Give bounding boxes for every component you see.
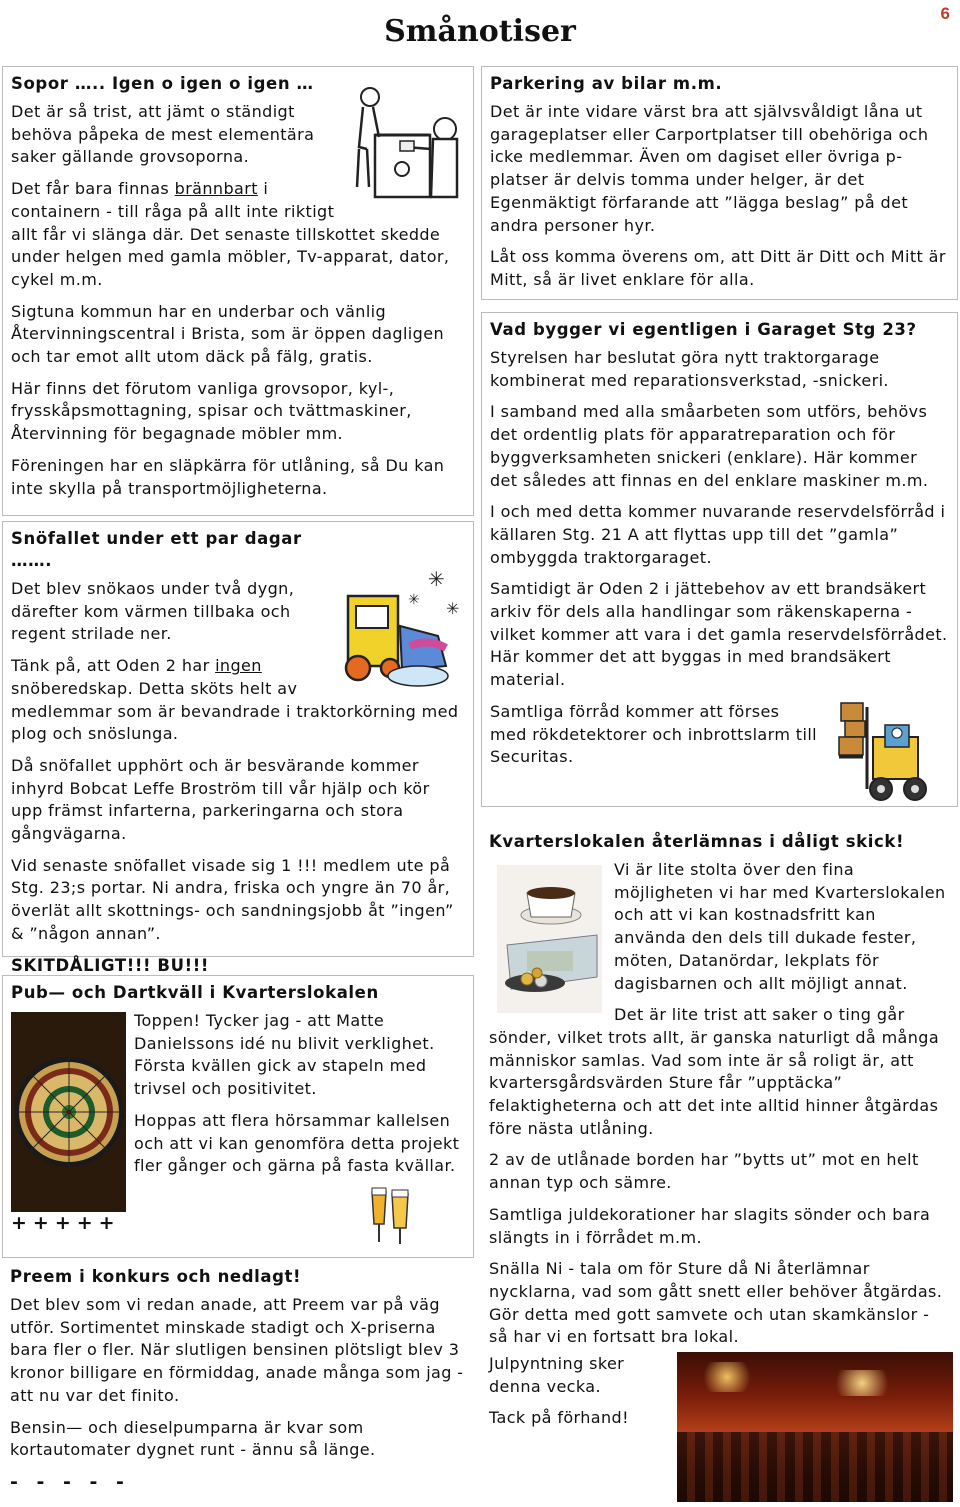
garbage-container-clipart-icon xyxy=(345,77,465,205)
sopor-text-1: Det är så trist, att jämt o ständigt behöva påpeka de mest elementära saker gällande grovsoporna. xyxy=(11,102,315,167)
dartboard-photo-icon xyxy=(11,1012,126,1212)
kvarter-text-5: Snälla Ni - tala om för Sture då Ni återlämnar nycklarna, vad som gått snett eller behöver åtgärdas. Gör detta med gott samvete och utan skamkänslor - så har vi en fortsatt bra lokal. xyxy=(489,1259,943,1347)
sno-text-5: SKITDÅLIGT!!! BU!!! xyxy=(11,955,209,975)
svg-text:✳: ✳ xyxy=(428,567,445,591)
forklift-clipart-icon xyxy=(823,697,943,805)
beer-glasses-icon xyxy=(366,1184,416,1248)
garage-text-5: Samtliga förråd kommer att förses med rökdetektorer och inbrottslarm till Securitas. xyxy=(490,701,818,767)
sno-heading: Snöfallet under ett par dagar ……. xyxy=(11,529,302,570)
kvarter-text-4: Samtliga juldekorationer har slagits sönder och bara slängts in i förrådet m.m. xyxy=(489,1204,931,1247)
pub-heading: Pub— och Dartkväll i Kvarterslokalen xyxy=(11,983,379,1002)
pub-text-2: Hoppas att flera hörsammar kallelsen och att vi kan genomföra detta projekt fler gånger och gärna på fasta kvällar. xyxy=(134,1110,460,1176)
sopor-text-2: Det får bara finnas brännbart i containern - till råga på allt inte riktigt allt får vi slänga där. Det senaste tillskottet skedde under helgen med gamla möbler, Tv-apparat, dator, cykel m.m. xyxy=(11,179,450,289)
sopor-text-5: Föreningen har en släpkärra för utlåning, så Du kan inte skylla på transportmöjligheterna. xyxy=(11,455,445,498)
sopor-heading: Sopor ….. Igen o igen o igen … xyxy=(11,74,314,93)
page-title: Smånotiser xyxy=(384,14,576,49)
sno-text-1: Det blev snökaos under två dygn, därefter kom värmen tillbaka och regent strilade ner. xyxy=(11,579,295,644)
pub-text-1: Toppen! Tycker jag - att Matte Danielssons idé nu blivit verklighet. Första kvällen gick av stapeln med trivsel och positivitet. xyxy=(134,1011,435,1099)
coffee-and-money-photo-icon xyxy=(497,865,602,1013)
preem-text-2: Bensin— och dieselpumparna är kvar som kortautomater dygnet runt - ännu så länge. xyxy=(10,1417,376,1460)
garage-text-2: I samband med alla småarbeten som utförs, behövs det ordentlig plats för apparatreparation och för byggverksamheten snickeri (enklare). Här kommer det således att finnas en del enklare maskiner m.m. xyxy=(490,402,929,490)
preem-heading: Preem i konkurs och nedlagt! xyxy=(10,1267,302,1286)
parkering-heading: Parkering av bilar m.m. xyxy=(490,74,723,93)
section-preem xyxy=(2,1260,474,1505)
snow-plow-clipart-icon xyxy=(328,566,463,696)
kvarter-text-6: Julpyntning sker denna vecka. xyxy=(489,1354,625,1396)
preem-dash-divider: - - - - - xyxy=(10,1470,130,1493)
sno-text-3: Då snöfallet upphört och är besvärande kommer inhyrd Bobcat Leffe Broström till vår hjälp och kör upp främst infarterna, parkeringarna och stora gångvägarna. xyxy=(11,755,430,844)
parkering-text-1: Det är inte vidare värst bra att självsvåldigt låna ut garageplatser eller Carportplatser till obehöriga och icke medlemmar. Även om dagiset eller övriga p-platser är delvis tomma under helger, är det Egenmäktigt förfarande att ”lägga beslag” på det andra personer hyr. xyxy=(490,102,929,235)
section-garage xyxy=(481,312,958,807)
sno-text-2: Tänk på, att Oden 2 har ingen snöberedskap. Detta sköts helt av medlemmar som är bevandrade i traktorkörning med plog och snöslunga. xyxy=(11,656,459,744)
party-crowd-photo xyxy=(677,1352,953,1502)
kvarter-text-2: Det är lite trist att saker o ting går sönder, vilket trots allt, är ganska naturligt då många människor samlas. Vad som inte är så roligt är, att kvartersgårdsvärden Sture får ”upptäcka” felaktigheterna och att det inte alltid hinner åtgärdas före nästa utlåning. xyxy=(489,1005,940,1138)
section-parkering xyxy=(481,66,958,300)
kvarter-heading: Kvarterslokalen återlämnas i dåligt skick! xyxy=(489,832,905,851)
kvarter-text-3: 2 av de utlånade borden har ”bytts ut” mot en helt annan typ och sämre. xyxy=(489,1150,919,1193)
svg-text:✳: ✳ xyxy=(446,599,460,618)
garage-text-3: I och med detta kommer nuvarande reservdelsförråd i källaren Stg. 21 A att flyttas upp till det ”gamla” ombyggda traktorgaraget. xyxy=(490,502,946,567)
pub-plus-divider: +++++ xyxy=(11,1212,121,1234)
sno-text-4: Vid senaste snöfallet visade sig 1 !!! medlem ute på Stg. 23;s portar. Ni andra, friska och yngre än 70 år, överlät allt skottnings- och sandningsjobb åt ”ingen” & ”någon annan”. xyxy=(11,855,454,943)
section-sno xyxy=(2,521,474,975)
section-sopor xyxy=(2,66,474,516)
kvarter-text-1: Vi är lite stolta över den fina möjligheten vi har med Kvarterslokalen och att vi kan kostnadsfritt kan använda den dels till dukade fester, möten, Datanördar, lekplats för dagisbarnen och allt möjligt annat. xyxy=(614,860,946,993)
garage-heading: Vad bygger vi egentligen i Garaget Stg 23? xyxy=(490,320,917,339)
kvarter-text-7: Tack på förhand! xyxy=(489,1408,629,1428)
page-number: 6 xyxy=(940,4,950,23)
section-pub xyxy=(2,975,474,1258)
svg-text:✳: ✳ xyxy=(408,592,420,608)
garage-text-4: Samtidigt är Oden 2 i jättebehov av ett brandsäkert arkiv för dels alla handlingar som räkenskaperna - vilket kommer att vara i det gamla reservdelsförrådet. Här kommer det att byggas in med brandsäkert material. xyxy=(490,579,948,690)
garage-text-1: Styrelsen har beslutat göra nytt traktorgarage kombinerat med reparationsverkstad, -snickeri. xyxy=(490,348,889,390)
sopor-text-3: Sigtuna kommun har en underbar och vänlig Återvinningscentral i Brista, som är öppen dagligen och tar emot allt utom däck på fälg, gratis. xyxy=(11,301,444,367)
preem-text-1: Det blev som vi redan anade, att Preem var på väg utför. Sortimentet minskade stadigt och X-priserna bara fler o fler. När slutligen bensinen plötsligt blev 3 kronor billigare en förmiddag, anade många som jag - att nu var det finito. xyxy=(10,1295,464,1405)
sopor-text-4: Här finns det förutom vanliga grovsopor, kyl-, frysskåpsmottagning, spisar och tvättmaskiner, Återvinning för begagnade möbler mm. xyxy=(11,378,412,444)
parkering-text-2: Låt oss komma överens om, att Ditt är Ditt och Mitt är Mitt, så är livet enklare för alla. xyxy=(490,247,946,289)
section-kvarter xyxy=(481,825,958,1505)
